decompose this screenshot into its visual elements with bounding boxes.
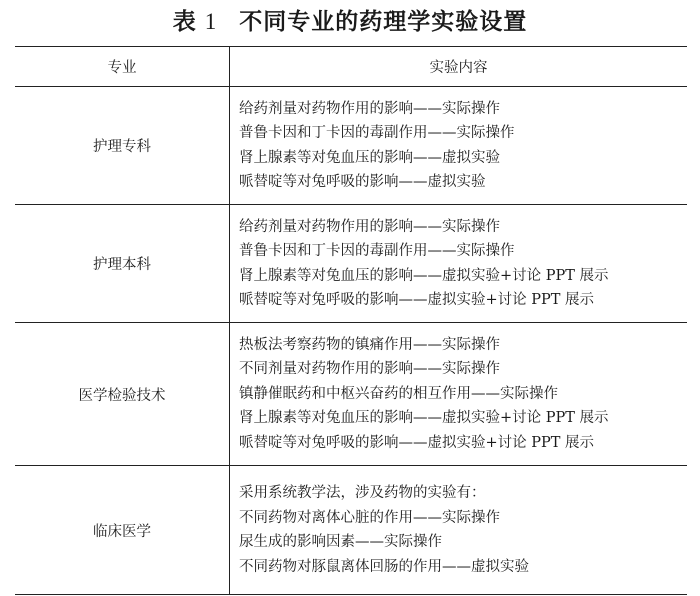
content-line: 哌替啶等对兔呼吸的影响——虚拟实验 [239,174,486,190]
content-line: 普鲁卡因和丁卡因的毒副作用——实际操作 [239,243,515,259]
table-row [15,466,687,595]
content-line: 肾上腺素等对兔血压的影响——虚拟实验+讨论 PPT 展示 [239,410,609,427]
row-major: 护理本科 [15,205,230,323]
content-line: 肾上腺素等对兔血压的影响——虚拟实验 [239,149,500,166]
content-line: 尿生成的影响因素——实际操作 [239,534,442,550]
content-line: 不同药物对离体心脏的作用——实际操作 [239,509,500,526]
row-content [230,87,688,205]
table-header-row [15,47,687,87]
table-title-number: 1 [204,9,218,34]
row-content [230,323,688,466]
row-major: 医学检验技术 [15,323,230,466]
table-row [15,205,687,323]
content-line: 采用系统教学法，涉及药物的实验有： [239,485,486,501]
content-line: 给药剂量对药物作用的影响——实际操作 [239,100,500,117]
content-line: 不同剂量对药物作用的影响——实际操作 [239,361,500,378]
table-title-text: 不同专业的药理学实验设置 [239,8,528,35]
content-line: 肾上腺素等对兔血压的影响——虚拟实验+讨论 PPT 展示 [239,267,609,284]
content-line: 哌替啶等对兔呼吸的影响——虚拟实验+讨论 PPT 展示 [239,292,595,308]
table-row [15,323,687,466]
row-content [230,466,688,595]
table-title [0,6,700,38]
row-major: 护理专科 [15,87,230,205]
header-major: 专业 [15,47,230,87]
content-line: 热板法考察药物的镇痛作用——实际操作 [239,336,500,353]
header-content: 实验内容 [230,47,688,87]
content-line: 镇静催眠药和中枢兴奋药的相互作用——实际操作 [239,385,558,402]
content-line: 普鲁卡因和丁卡因的毒副作用——实际操作 [239,125,515,141]
content-line: 给药剂量对药物作用的影响——实际操作 [239,218,500,235]
table-row [15,87,687,205]
experiment-table [15,46,687,595]
row-major: 临床医学 [15,466,230,595]
content-line: 不同药物对豚鼠离体回肠的作用——虚拟实验 [239,558,529,575]
content-line: 哌替啶等对兔呼吸的影响——虚拟实验+讨论 PPT 展示 [239,434,595,451]
table-title-prefix: 表 [172,8,197,35]
row-content [230,205,688,323]
